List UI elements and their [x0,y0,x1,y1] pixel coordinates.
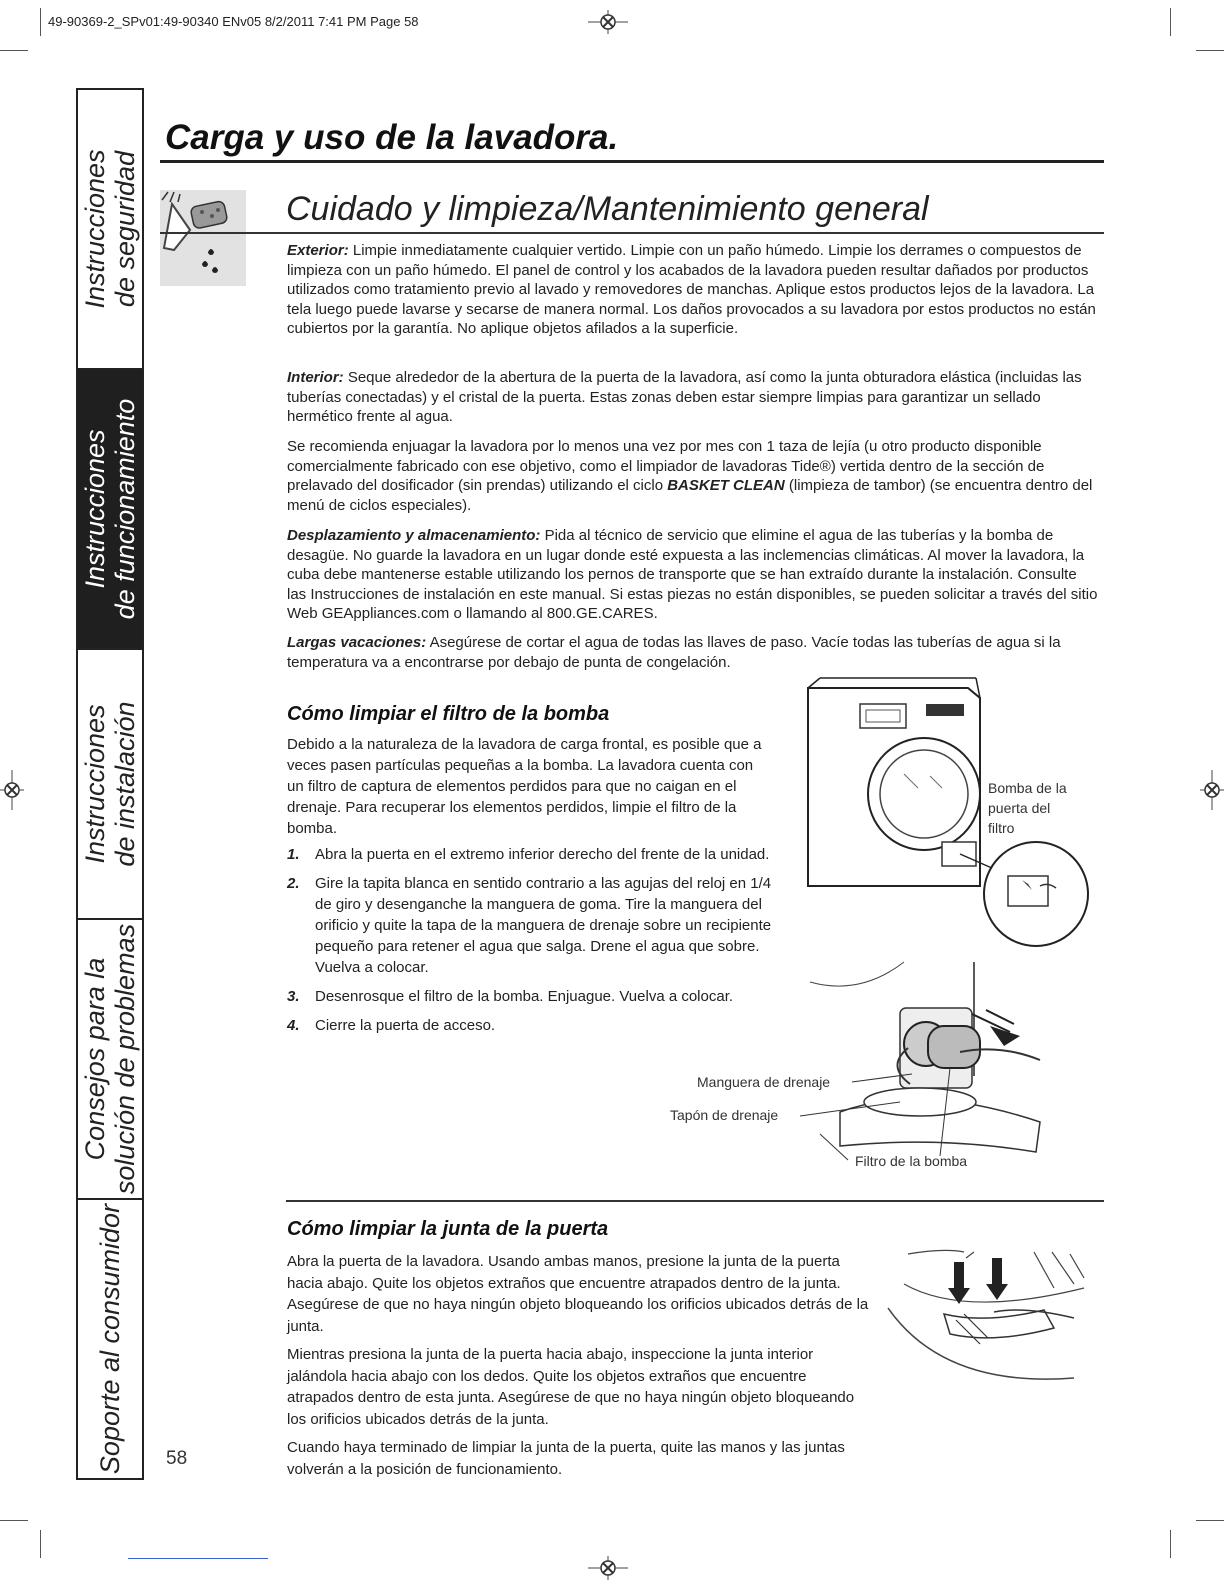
cleaning-sponge-icon [160,190,246,286]
tab-label-line2: de funcionamiento [110,398,140,620]
recommend-text-after: (limpieza de tambor) (se encuentra dentro del menú de ciclos especiales). [287,477,1093,514]
tab-label-line1: Instrucciones [80,704,110,864]
interior-lead: Interior: [287,369,344,386]
section-divider [286,1200,1104,1202]
step-text: Cierre la puerta de acceso. [315,1017,496,1034]
crop-mark [1170,8,1171,36]
moving-paragraph [287,526,1099,624]
step-text: Desenrosque el filtro de la bomba. Enjuague. Vuelva a colocar. [315,988,734,1005]
step-item [287,844,777,865]
drain-hose-label: Manguera de drenaje [697,1074,831,1090]
moving-lead: Desplazamiento y almacenamiento: [287,527,541,544]
recommend-paragraph [287,437,1099,515]
page-title: Carga y uso de la lavadora. [165,118,619,157]
drain-plug-label: Tapón de drenaje [670,1107,779,1123]
door-seal-paragraph-3: Cuando haya terminado de limpiar la junta de la puerta, quite las manos y las juntas volverán a la posición de funcionamiento. [287,1439,845,1478]
basket-clean-cycle: BASKET CLEAN [667,477,785,495]
tab-label-line1: Instrucciones [80,429,110,589]
step-item [287,1015,777,1036]
tab-soporte-consumidor[interactable] [78,1200,142,1478]
pump-filter-heading: Cómo limpiar el filtro de la bomba [287,703,610,725]
crop-mark [0,1520,28,1521]
print-header: 49-90369-2_SPv01:49-90340 ENv05 8/2/2011 7:41 PM Page 58 [48,14,419,29]
pump-filter-detail-illustration [800,956,1100,1176]
tab-label-line2: de instalación [110,701,140,867]
crop-mark [40,8,41,36]
step-number: 2. [287,875,300,892]
vacation-text: Asegúrese de cortar el agua de todas las llaves de paso. Vacíe todas las tuberías de agua si la temperatura va a encontrarse por debajo de punta de congelación. [287,634,1061,671]
door-seal-heading: Cómo limpiar la junta de la puerta [287,1218,609,1240]
vacation-lead: Largas vacaciones: [287,634,427,651]
page-number: 58 [166,1448,188,1469]
footer-underline [128,1558,268,1559]
tab-instrucciones-funcionamiento[interactable] [78,370,142,650]
door-seal-paragraph-2: Mientras presiona la junta de la puerta hacia abajo, inspeccione la junta interior jalándola hacia abajo con los dedos. Quite los objetos extraños que encuentre atrapados dentro de esta junta. Asegúrese de que no haya ningún objeto bloqueando los orificios ubicados detrás de la junta. [287,1346,855,1428]
exterior-paragraph [287,241,1099,339]
door-filter-label: Bomba de la puerta del filtro [988,780,1067,836]
section-subtitle: Cuidado y limpieza/Mantenimiento general [286,190,929,228]
step-item [287,873,777,978]
moving-text: Pida al técnico de servicio que elimine el agua de las tuberías y la bomba de desagüe. No guarde la lavadora en un lugar donde esté expuesta a las inclemencias climáticas. Al mover la lavadora, la cuba debe mantenerse estable utilizando los pernos de transporte que se han extraído durante la instalación. Consulte las Instrucciones de instalación en este manual. Si estas piezas no están disponibles, se pueden solicitar a través del sitio Web GEAppliances.com o llamando al 800.GE.CARES. [287,527,1098,623]
tab-label-line2: de seguridad [110,150,140,308]
recommend-text: Se recomienda enjuagar la lavadora por lo menos una vez por mes con 1 taza de lejía (u otro producto disponible comercialmente fabricado con ese objetivo, como el limpiador de lavadoras Tide®) vertida dentro de la sección de prelavado del dosificador (sin prendas) utilizando el ciclo [287,438,1045,495]
crop-mark [0,50,28,51]
step-item [287,986,777,1007]
registration-mark-icon [588,10,628,34]
step-text: Gire la tapita blanca en sentido contrario a las agujas del reloj en 1/4 de giro y desenganche la manguera de goma. Tire la manguera del orificio y quite la tapa de la manguera de drenaje sobre un recipiente pequeño para retener el agua que salga. Drene el agua que sobre. Vuelva a colocar. [315,875,772,976]
interior-text: Seque alrededor de la abertura de la puerta de la lavadora, así como la junta obturadora elástica (incluidas las tuberías conectadas) y el cristal de la puerta. Estas zonas deben estar siempre limpias para garantizar un sellado hermético frente al agua. [287,369,1082,426]
subtitle-divider [160,232,1104,234]
step-number: 4. [287,1017,300,1034]
crop-mark [1196,1520,1224,1521]
tab-label-line1: Soporte al consumidor [95,1203,125,1475]
exterior-text: Limpie inmediatamente cualquier vertido. Limpie con un paño húmedo. Limpie los derrames o compuestos de limpieza con un paño húmedo. El panel de control y los acabados de la lavadora pueden resultar dañados por productos utilizados como tratamiento previo al lavado y removedores de manchas. Aplique estos productos lejos de la lavadora. La tela luego puede lavarse y secarse de manera normal. Los daños provocados a su lavadora por estos productos no están cubiertos por la garantía. No aplique objetos afilados a la superficie. [287,242,1096,338]
pump-filter-steps [287,844,777,1044]
door-seal-illustration [884,1248,1094,1398]
registration-mark-icon [588,1556,628,1580]
sidebar-nav [76,88,144,1480]
exterior-lead: Exterior: [287,242,349,259]
step-number: 3. [287,988,300,1005]
tab-label-line1: Instrucciones [80,149,110,309]
door-seal-paragraph-1: Abra la puerta de la lavadora. Usando ambas manos, presione la junta de la puerta hacia abajo. Quite los objetos extraños que encuentre atrapados dentro de la junta. Asegúrese de que no haya ningún objeto bloqueando los orificios ubicados detrás de la junta. [287,1253,869,1335]
tab-instrucciones-instalacion[interactable] [78,650,142,920]
registration-mark-icon [1200,770,1224,810]
step-number: 1. [287,846,300,863]
crop-mark [1196,50,1224,51]
pump-filter-label: Filtro de la bomba [855,1153,968,1169]
vacation-paragraph [287,633,1099,672]
crop-mark [40,1530,41,1558]
tab-label-line1: Consejos para la [80,957,110,1161]
title-divider [160,160,1104,163]
tab-consejos-problemas[interactable] [78,920,142,1200]
tab-instrucciones-seguridad[interactable] [78,90,142,370]
interior-paragraph [287,368,1099,427]
tab-label-line2: solución de problemas [110,923,140,1195]
pump-filter-intro: Debido a la naturaleza de la lavadora de carga frontal, es posible que a veces pasen partículas pequeñas a la bomba. La lavadora cuenta con un filtro de captura de elementos perdidos para que no caigan en el drenaje. Para recuperar los elementos perdidos, limpie el filtro de la bomba. [287,736,762,837]
registration-mark-icon [0,770,24,810]
crop-mark [1170,1530,1171,1558]
step-text: Abra la puerta en el extremo inferior derecho del frente de la unidad. [315,846,770,863]
